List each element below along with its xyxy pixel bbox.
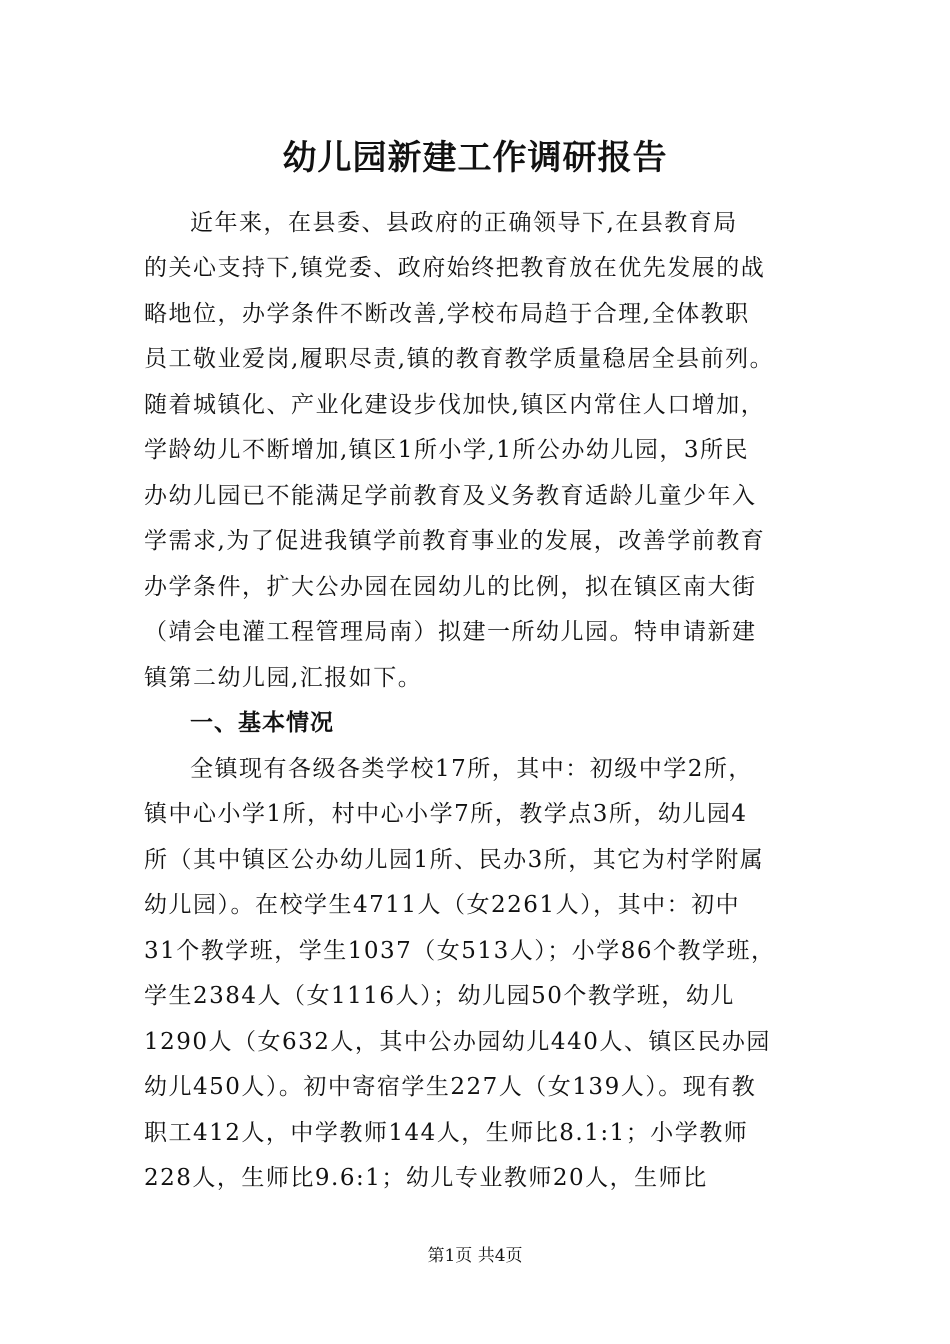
paragraph-line: （靖会电灌工程管理局南）拟建一所幼儿园。特申请新建 xyxy=(144,619,757,645)
paragraph-line: 幼儿450人）。初中寄宿学生227人（女139人）。现有教 xyxy=(144,1074,757,1100)
paragraph-line: 办幼儿园已不能满足学前教育及义务教育适龄儿童少年入 xyxy=(144,483,757,509)
paragraph-line: 学需求,为了促进我镇学前教育事业的发展，改善学前教育 xyxy=(144,528,766,554)
paragraph-line: 员工敬业爱岗,履职尽责,镇的教育教学质量稳居全县前列。 xyxy=(144,346,775,372)
paragraph-line: 略地位，办学条件不断改善,学校布局趋于合理,全体教职 xyxy=(144,301,750,327)
paragraph-line: 镇第二幼儿园,汇报如下。 xyxy=(144,665,423,691)
paragraph-line: 学生2384人（女1116人）；幼儿园50个教学班，幼儿 xyxy=(144,983,735,1009)
paragraph-line: 办学条件，扩大公办园在园幼儿的比例，拟在镇区南大街 xyxy=(144,574,757,600)
paragraph-line: 近年来，在县委、县政府的正确领导下,在县教育局 xyxy=(190,210,738,236)
paragraph-line: 1290人（女632人，其中公办园幼儿440人、镇区民办园 xyxy=(144,1029,771,1055)
paragraph-line: 228人，生师比9.6:1；幼儿专业教师20人，生师比 xyxy=(144,1165,708,1191)
paragraph-line: 职工412人，中学教师144人，生师比8.1:1；小学教师 xyxy=(144,1120,749,1146)
paragraph-line: 的关心支持下,镇党委、政府始终把教育放在优先发展的战 xyxy=(144,255,766,281)
page-footer: 第1页 共4页 xyxy=(427,1246,523,1266)
section-heading: 一、基本情况 xyxy=(190,709,334,736)
paragraph-line: 镇中心小学1所，村中心小学7所，教学点3所，幼儿园4 xyxy=(144,801,748,827)
paragraph-line: 幼儿园）。在校学生4711人（女2261人），其中：初中 xyxy=(144,892,741,918)
paragraph-line: 学龄幼儿不断增加,镇区1所小学,1所公办幼儿园，3所民 xyxy=(144,437,750,463)
paragraph-line: 随着城镇化、产业化建设步伐加快,镇区内常住人口增加， xyxy=(144,392,766,418)
document-title: 幼儿园新建工作调研报告 xyxy=(282,138,668,178)
paragraph-line: 全镇现有各级各类学校17所，其中：初级中学2所， xyxy=(190,756,753,782)
paragraph-line: 所（其中镇区公办幼儿园1所、民办3所，其它为村学附属 xyxy=(144,847,765,873)
paragraph-line: 31个教学班，学生1037（女513人）；小学86个教学班， xyxy=(144,938,776,964)
